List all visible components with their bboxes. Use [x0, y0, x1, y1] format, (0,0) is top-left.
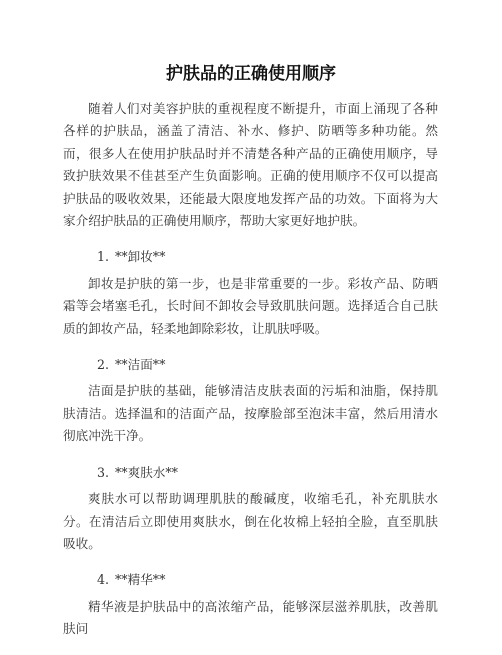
- section-serum: [63, 569, 438, 640]
- section-heading-text: **爽肤水**: [115, 464, 178, 480]
- section-heading-text: **洁面**: [115, 357, 166, 373]
- section-number: 1.: [97, 249, 110, 265]
- section-heading-text: **精华**: [115, 572, 166, 588]
- section-cleansing: [63, 354, 438, 448]
- document-title: 护肤品的正确使用顺序: [166, 64, 336, 84]
- section-paragraph: 精华液是护肤品中的高浓缩产品，能够深层滋养肌肤，改善肌肤问: [63, 598, 438, 637]
- section-number: 2.: [97, 357, 110, 373]
- section-paragraph: 卸妆是护肤的第一步，也是非常重要的一步。彩妆产品、防晒霜等会堵塞毛孔，长时间不卸妆会导致肌肤问题。选择适合自己肤质的卸妆产品，轻柔地卸除彩妆，让肌肤呼吸。: [63, 275, 438, 336]
- section-toner: [63, 462, 438, 556]
- section-heading: [63, 354, 438, 376]
- intro-paragraph: 随着人们对美容护肤的重视程度不断提升，市面上涌现了各种各样的护肤品，涵盖了清洁、补水、修护、防晒等多种功能。然而，很多人在使用护肤品时并不清楚各种产品的正确使用顺序，导致护肤效果不佳甚至产生负面影响。正确的使用顺序不仅可以提高护肤品的吸收效果，还能最大限度地发挥产品的功效。下面将为大家介绍护肤品的正确使用顺序，帮助大家更好地护肤。: [63, 101, 438, 229]
- section-heading-text: **卸妆**: [115, 249, 166, 265]
- section-heading: [63, 462, 438, 484]
- section-number: 3.: [97, 464, 110, 480]
- section-paragraph: 洁面是护肤的基础，能够清洁皮肤表面的污垢和油脂，保持肌肤清洁。选择温和的洁面产品，按摩脸部至泡沫丰富，然后用清水彻底冲洗干净。: [63, 383, 438, 444]
- section-heading: [63, 569, 438, 591]
- section-heading: [63, 246, 438, 268]
- section-number: 4.: [97, 572, 110, 588]
- section-makeup-removal: [63, 246, 438, 340]
- document-body: [63, 98, 438, 655]
- section-paragraph: 爽肤水可以帮助调理肌肤的酸碱度，收缩毛孔，补充肌肤水分。在清洁后立即使用爽肤水，倒在化妆棉上轻拍全脸，直至肌肤吸收。: [63, 491, 438, 551]
